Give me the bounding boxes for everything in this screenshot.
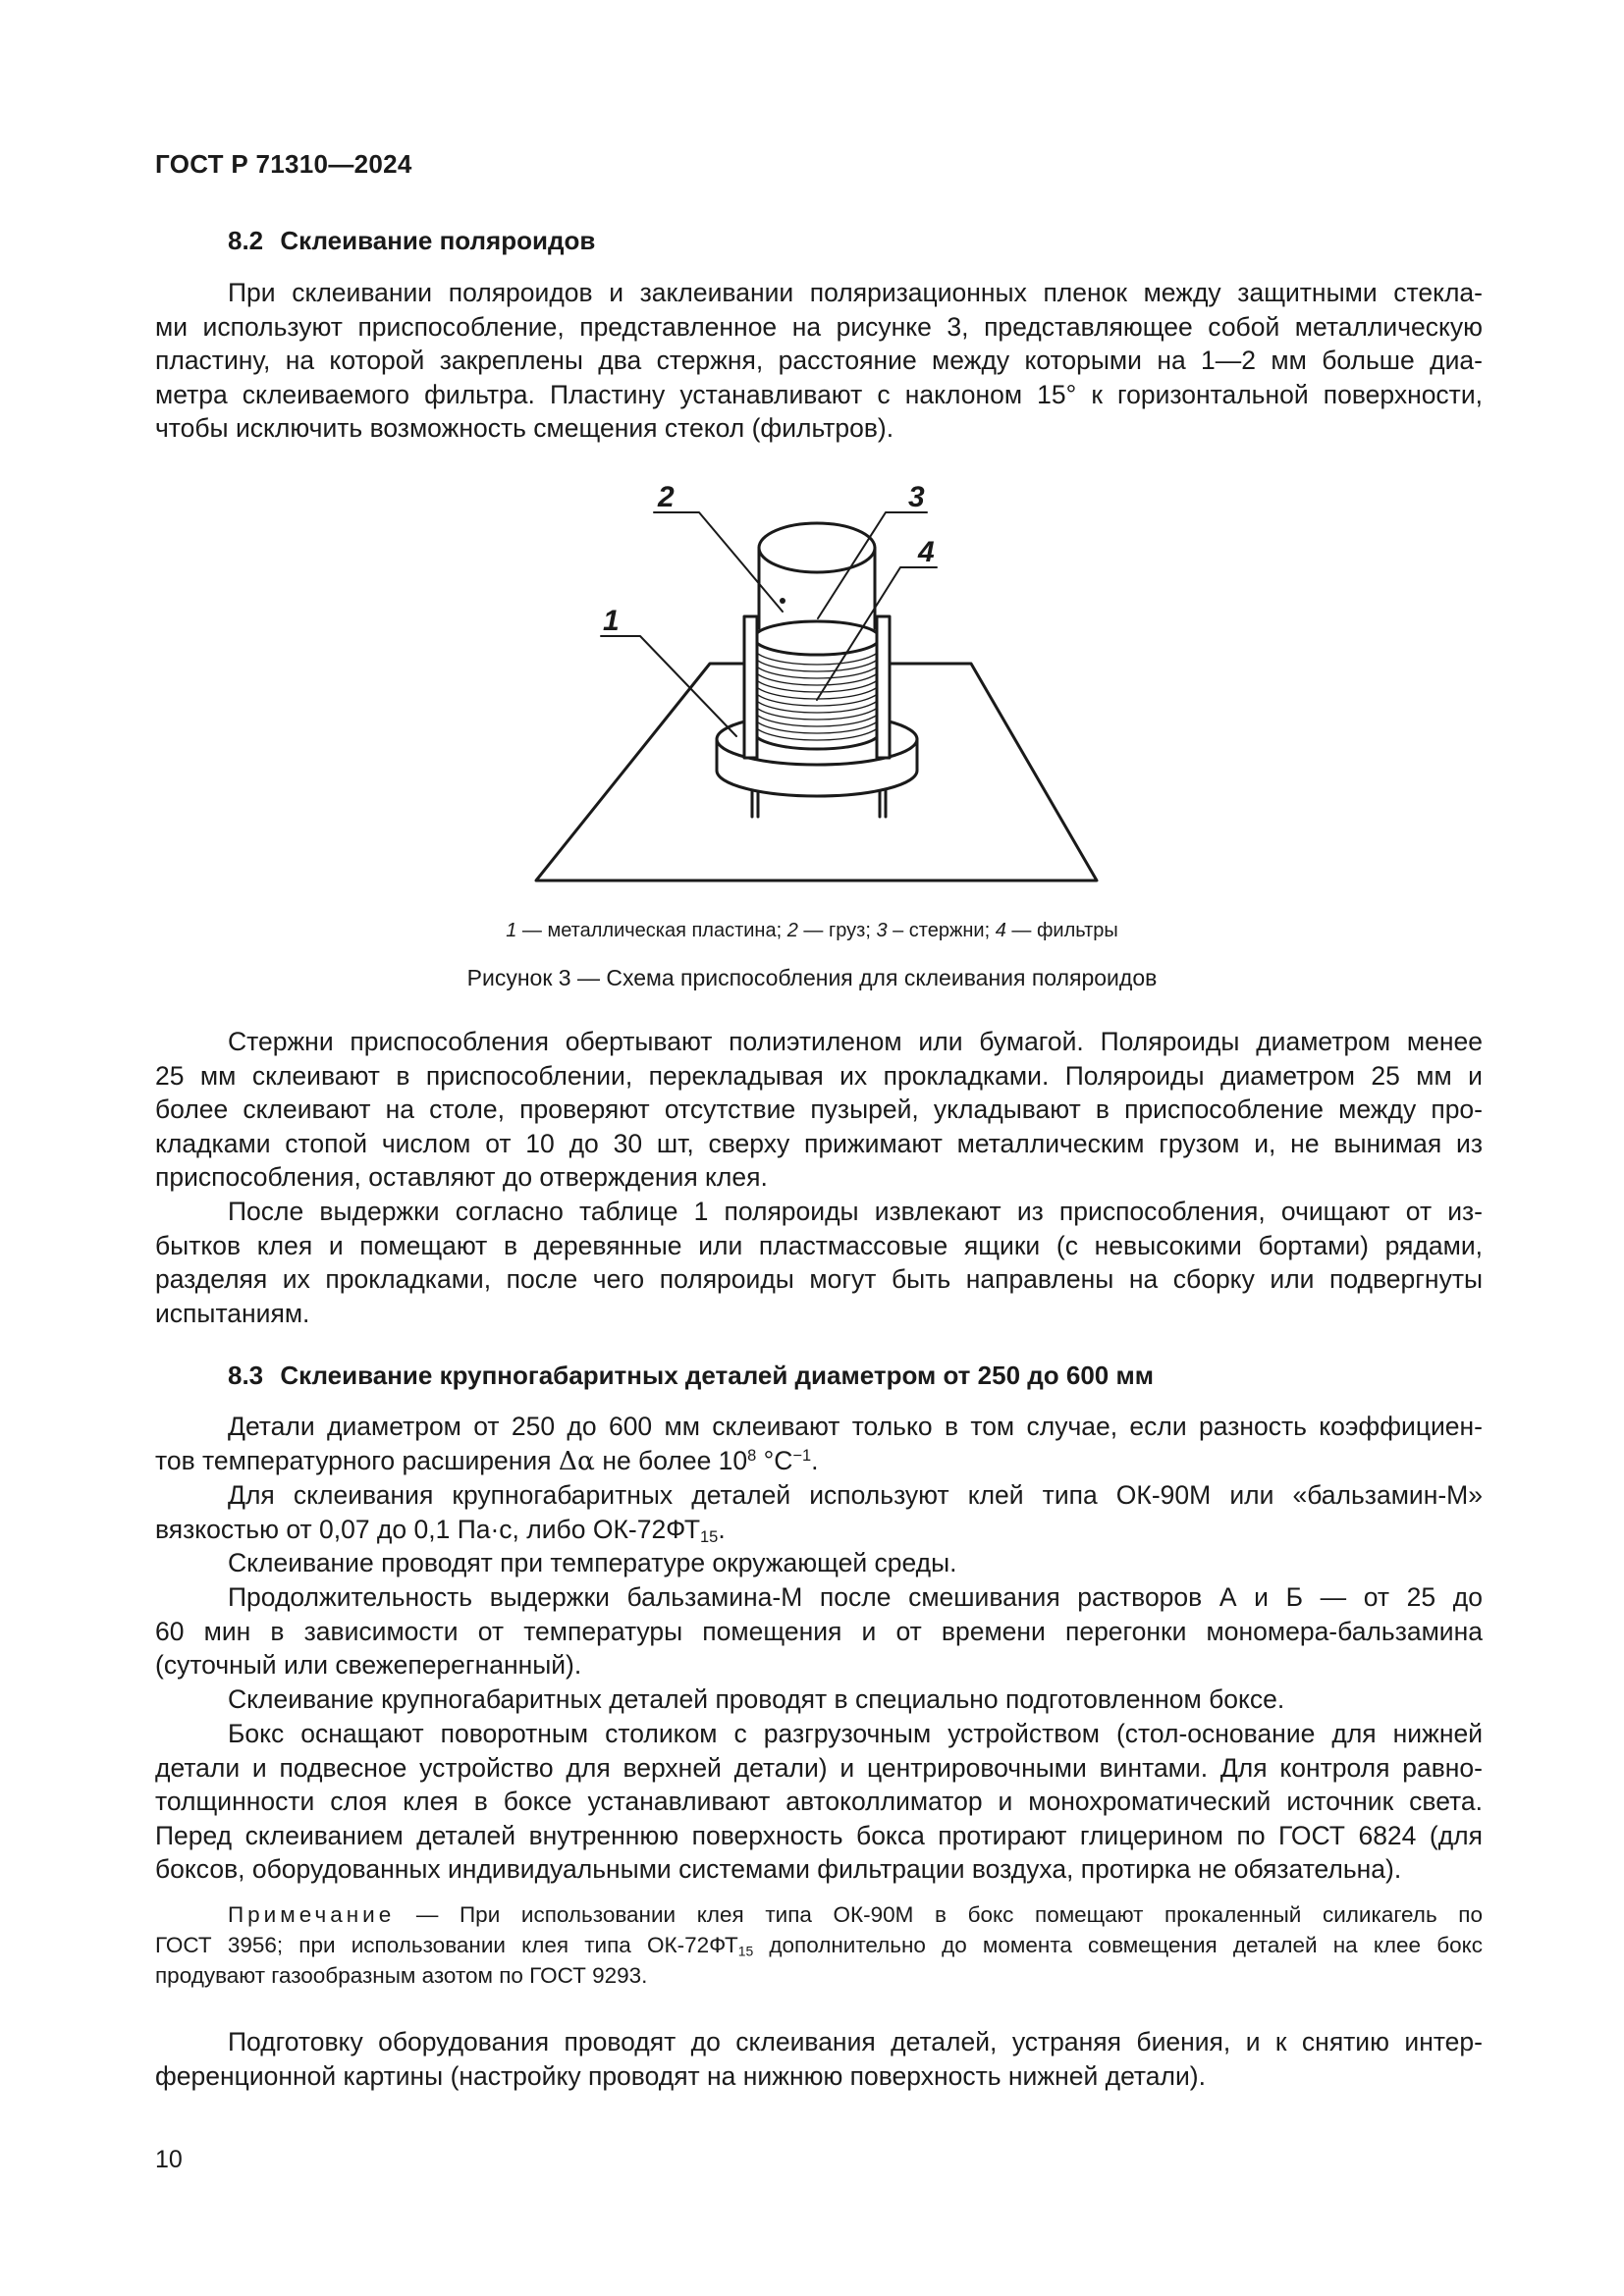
text-line: приспособления, оставляют до отверждения клея.	[155, 1162, 768, 1193]
paragraph-8-3-p2	[155, 1478, 1483, 1546]
callout-label-1: 1	[603, 605, 620, 637]
page-number: 10	[155, 2146, 183, 2173]
text-line: кладками стопой числом от 10 до 30 шт, сверху прижимают металлическим грузом и, не вынимая из	[155, 1128, 1483, 1158]
delta-alpha-symbol: Δα	[558, 1445, 595, 1476]
weight-top	[759, 523, 875, 572]
text-run: тов температурного расширения	[155, 1445, 559, 1475]
subscript: 15	[700, 1527, 719, 1546]
callout-label-4: 4	[918, 536, 935, 568]
legend-num: 4	[995, 920, 1006, 941]
text-line: Для склеивания крупногабаритных деталей используют клей типа ОК-90М или «бальзамин-М»	[228, 1480, 1483, 1510]
text-line: 60 мин в зависимости от температуры помещения и от времени перегонки мономера-бальзамина	[155, 1616, 1483, 1646]
paragraph-rods	[155, 1025, 1483, 1195]
legend-text: — груз;	[797, 920, 877, 941]
text-run: °C	[756, 1445, 793, 1475]
callout-label-3: 3	[908, 481, 925, 513]
note-label: Примечание	[228, 1902, 396, 1927]
text-line: Бокс оснащают поворотным столиком с разгрузочным устройством (стол-основание для нижней	[228, 1719, 1483, 1748]
rod-right	[877, 616, 890, 758]
paragraph-after-curing	[155, 1195, 1483, 1330]
text-line: детали и подвесное устройство для верхней детали) и центрировочными винтами. Для контроля равно-	[155, 1752, 1483, 1783]
legend-text: — фильтры	[1005, 920, 1118, 941]
paragraph-8-3-p3	[155, 1546, 1483, 1580]
text-line: боксов, оборудованных индивидуальными системами фильтрации воздуха, протирка не обязательна).	[155, 1854, 1402, 1885]
paragraph-8-3-p7	[155, 2025, 1483, 2093]
text-run: ГОСТ 3956; при использовании клея типа ОК-72ФТ	[155, 1933, 738, 1957]
text-line: Перед склеиванием деталей внутреннюю поверхность бокса протирают глицерином по ГОСТ 6824 (для	[155, 1820, 1483, 1850]
section-heading-8-3	[228, 1361, 1154, 1391]
section-number: 8.2	[228, 226, 264, 255]
figure-3-caption: Рисунок 3 — Схема приспособления для склеивания поляроидов	[466, 965, 1158, 990]
section-title: Склеивание поляроидов	[280, 226, 596, 255]
section-heading-8-2	[228, 226, 595, 256]
text-run: вязкостью от 0,07 до 0,1 Па·с, либо ОК-72ФТ	[155, 1514, 701, 1544]
figure-3-diagram	[520, 469, 1129, 889]
text-line: более склеивают на столе, проверяют отсутствие пузырей, укладывают в приспособление между про-	[155, 1095, 1483, 1125]
figure-3-legend	[0, 920, 1624, 942]
text-line: бытков клея и помещают в деревянные или пластмассовые ящики (с невысокими бортами) рядами,	[155, 1230, 1483, 1260]
subscript: 15	[737, 1943, 754, 1959]
text-line: Стержни приспособления обертывают полиэтиленом или бумагой. Поляроиды диаметром менее	[228, 1027, 1483, 1056]
legend-num: 2	[786, 920, 798, 941]
text-line: Продолжительность выдержки бальзамина-М после смешивания растворов А и Б — от 25 до	[228, 1582, 1483, 1612]
rod-left	[744, 616, 757, 758]
paragraph-8-3-p5	[155, 1682, 1483, 1717]
paragraph-8-2-intro	[155, 276, 1483, 446]
text-line: продувают газообразным азотом по ГОСТ 9293.	[155, 1963, 648, 1988]
legend-num: 3	[876, 920, 888, 941]
text-line: толщинности слоя клея в боксе устанавливают автоколлиматор и монохроматический источник света.	[155, 1787, 1483, 1817]
text-line: При склеивании поляроидов и заклеивании поляризационных пленок между защитными стекла-	[228, 278, 1483, 307]
legend-num: 1	[506, 920, 517, 941]
text-line	[155, 1899, 1483, 1930]
paragraph-8-3-p6	[155, 1717, 1483, 1887]
section-number: 8.3	[228, 1361, 264, 1390]
text-line: ференционной картины (настройку проводят на нижнюю поверхность нижней детали).	[155, 2060, 1206, 2091]
text-line: (суточный или свежеперегнанный).	[155, 1650, 582, 1681]
text-line	[155, 1513, 1483, 1547]
text-line: Склеивание крупногабаритных деталей проводят в специально подготовленном боксе.	[228, 1684, 1285, 1714]
paragraph-8-3-p4	[155, 1580, 1483, 1682]
text-line: Детали диаметром от 250 до 600 мм склеивают только в том случае, если разность коэффициен-	[228, 1412, 1483, 1441]
text-line: 25 мм склеивают в приспособлении, перекладывая их прокладками. Поляроиды диаметром 25 мм и	[155, 1060, 1483, 1091]
callout-label-2: 2	[658, 481, 675, 513]
paragraph-8-3-p1	[155, 1410, 1483, 1478]
text-run: не более 10	[594, 1445, 748, 1475]
text-line	[155, 1930, 1483, 1960]
filter-stack-top	[754, 621, 880, 655]
text-line: Подготовку оборудования проводят до склеивания деталей, устраняя биения, и к снятию интер-	[228, 2027, 1483, 2056]
superscript: −1	[792, 1446, 812, 1465]
text-line: метра склеиваемого фильтра. Пластину устанавливают с наклоном 15° к горизонтальной поверхности,	[155, 379, 1483, 409]
superscript: 8	[747, 1446, 757, 1465]
section-title: Склеивание крупногабаритных деталей диаметром от 250 до 600 мм	[280, 1361, 1154, 1390]
weight-center-dot	[780, 598, 785, 604]
text-run: .	[718, 1514, 726, 1544]
legend-text: — металлическая пластина;	[516, 920, 787, 941]
text-line: После выдержки согласно таблице 1 поляроиды извлекают из приспособления, очищают от из-	[228, 1197, 1483, 1226]
text-run: дополнительно до момента совмещения деталей на клее бокс	[753, 1933, 1483, 1957]
note-block	[155, 1899, 1483, 1991]
text-line: пластину, на которой закреплены два стержня, расстояние между которыми на 1—2 мм больше диа-	[155, 346, 1483, 376]
text-line: Склеивание проводят при температуре окружающей среды.	[228, 1548, 957, 1577]
text-line: разделяя их прокладками, после чего поляроиды могут быть направлены на сборку или подвергнуты	[155, 1264, 1483, 1295]
text-run: .	[811, 1445, 819, 1475]
text-run: — При использовании клея типа ОК-90М в бокс помещают прокаленный силикагель по	[395, 1902, 1483, 1927]
text-line: ми используют приспособление, представленное на рисунке 3, представляющее собой металлическую	[155, 311, 1483, 342]
text-line: чтобы исключить возможность смещения стекол (фильтров).	[155, 413, 894, 444]
standard-id: ГОСТ Р 71310—2024	[155, 149, 412, 179]
text-line: испытаниям.	[155, 1298, 310, 1328]
text-line	[155, 1444, 1483, 1479]
legend-text: – стержни;	[887, 920, 996, 941]
